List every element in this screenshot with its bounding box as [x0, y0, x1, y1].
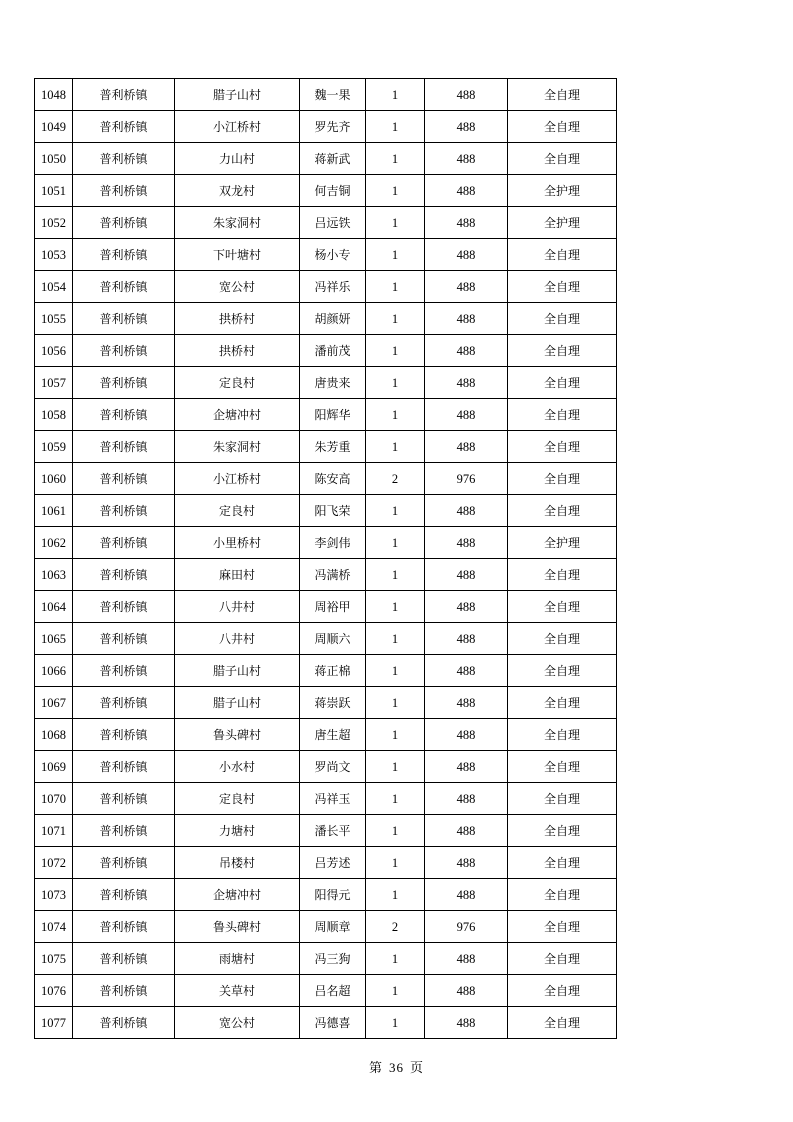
person-name-cell: 陈安高 — [300, 463, 366, 495]
roster-body — [35, 79, 617, 1039]
count-cell: 1 — [366, 591, 425, 623]
amount-cell: 488 — [425, 655, 508, 687]
table-row — [35, 303, 617, 335]
town-cell: 普利桥镇 — [73, 367, 175, 399]
care-type-cell: 全自理 — [508, 719, 617, 751]
care-type-cell: 全自理 — [508, 847, 617, 879]
village-cell: 小江桥村 — [175, 463, 300, 495]
person-name-cell: 阳得元 — [300, 879, 366, 911]
care-type-cell: 全护理 — [508, 207, 617, 239]
count-cell: 1 — [366, 751, 425, 783]
record-id-cell: 1071 — [35, 815, 73, 847]
record-id-cell: 1076 — [35, 975, 73, 1007]
amount-cell: 488 — [425, 591, 508, 623]
table-row — [35, 815, 617, 847]
care-type-cell: 全自理 — [508, 463, 617, 495]
record-id-cell: 1070 — [35, 783, 73, 815]
town-cell: 普利桥镇 — [73, 559, 175, 591]
village-cell: 小江桥村 — [175, 111, 300, 143]
person-name-cell: 朱芳重 — [300, 431, 366, 463]
record-id-cell: 1054 — [35, 271, 73, 303]
count-cell: 1 — [366, 495, 425, 527]
care-type-cell: 全自理 — [508, 815, 617, 847]
record-id-cell: 1057 — [35, 367, 73, 399]
page-footer-suffix: 页 — [410, 1061, 425, 1076]
care-type-cell: 全自理 — [508, 783, 617, 815]
person-name-cell: 冯满桥 — [300, 559, 366, 591]
care-type-cell: 全自理 — [508, 655, 617, 687]
town-cell: 普利桥镇 — [73, 623, 175, 655]
record-id-cell: 1064 — [35, 591, 73, 623]
amount-cell: 488 — [425, 143, 508, 175]
amount-cell: 488 — [425, 79, 508, 111]
record-id-cell: 1065 — [35, 623, 73, 655]
amount-cell: 488 — [425, 527, 508, 559]
town-cell: 普利桥镇 — [73, 943, 175, 975]
town-cell: 普利桥镇 — [73, 655, 175, 687]
amount-cell: 488 — [425, 847, 508, 879]
count-cell: 1 — [366, 623, 425, 655]
count-cell: 1 — [366, 943, 425, 975]
town-cell: 普利桥镇 — [73, 495, 175, 527]
person-name-cell: 冯祥乐 — [300, 271, 366, 303]
table-row — [35, 783, 617, 815]
count-cell: 1 — [366, 79, 425, 111]
count-cell: 1 — [366, 815, 425, 847]
record-id-cell: 1058 — [35, 399, 73, 431]
record-id-cell: 1050 — [35, 143, 73, 175]
count-cell: 1 — [366, 783, 425, 815]
care-type-cell: 全自理 — [508, 1007, 617, 1039]
count-cell: 1 — [366, 559, 425, 591]
amount-cell: 488 — [425, 623, 508, 655]
person-name-cell: 潘长平 — [300, 815, 366, 847]
person-name-cell: 周顺六 — [300, 623, 366, 655]
count-cell: 1 — [366, 847, 425, 879]
town-cell: 普利桥镇 — [73, 143, 175, 175]
record-id-cell: 1077 — [35, 1007, 73, 1039]
table-row — [35, 207, 617, 239]
care-type-cell: 全自理 — [508, 591, 617, 623]
town-cell: 普利桥镇 — [73, 463, 175, 495]
village-cell: 力山村 — [175, 143, 300, 175]
table-row — [35, 559, 617, 591]
table-row — [35, 527, 617, 559]
town-cell: 普利桥镇 — [73, 79, 175, 111]
amount-cell: 488 — [425, 879, 508, 911]
amount-cell: 488 — [425, 1007, 508, 1039]
person-name-cell: 何吉铜 — [300, 175, 366, 207]
record-id-cell: 1068 — [35, 719, 73, 751]
village-cell: 小水村 — [175, 751, 300, 783]
village-cell: 定良村 — [175, 783, 300, 815]
town-cell: 普利桥镇 — [73, 1007, 175, 1039]
person-name-cell: 周裕甲 — [300, 591, 366, 623]
amount-cell: 488 — [425, 367, 508, 399]
record-id-cell: 1053 — [35, 239, 73, 271]
table-row — [35, 591, 617, 623]
amount-cell: 488 — [425, 239, 508, 271]
town-cell: 普利桥镇 — [73, 111, 175, 143]
person-name-cell: 罗尚文 — [300, 751, 366, 783]
amount-cell: 488 — [425, 687, 508, 719]
amount-cell: 488 — [425, 751, 508, 783]
table-row — [35, 655, 617, 687]
record-id-cell: 1060 — [35, 463, 73, 495]
count-cell: 1 — [366, 879, 425, 911]
village-cell: 腊子山村 — [175, 687, 300, 719]
table-row — [35, 751, 617, 783]
record-id-cell: 1062 — [35, 527, 73, 559]
person-name-cell: 罗先齐 — [300, 111, 366, 143]
table-row — [35, 239, 617, 271]
person-name-cell: 阳飞荣 — [300, 495, 366, 527]
care-type-cell: 全护理 — [508, 527, 617, 559]
person-name-cell: 唐贵来 — [300, 367, 366, 399]
care-type-cell: 全自理 — [508, 431, 617, 463]
person-name-cell: 蒋崇跃 — [300, 687, 366, 719]
village-cell: 朱家洞村 — [175, 431, 300, 463]
record-id-cell: 1055 — [35, 303, 73, 335]
town-cell: 普利桥镇 — [73, 271, 175, 303]
amount-cell: 488 — [425, 271, 508, 303]
amount-cell: 488 — [425, 495, 508, 527]
table-row — [35, 911, 617, 943]
amount-cell: 488 — [425, 303, 508, 335]
village-cell: 拱桥村 — [175, 335, 300, 367]
record-id-cell: 1063 — [35, 559, 73, 591]
record-id-cell: 1074 — [35, 911, 73, 943]
count-cell: 1 — [366, 1007, 425, 1039]
care-type-cell: 全自理 — [508, 687, 617, 719]
care-type-cell: 全自理 — [508, 879, 617, 911]
record-id-cell: 1051 — [35, 175, 73, 207]
town-cell: 普利桥镇 — [73, 975, 175, 1007]
record-id-cell: 1048 — [35, 79, 73, 111]
care-type-cell: 全自理 — [508, 399, 617, 431]
care-type-cell: 全自理 — [508, 367, 617, 399]
village-cell: 力塘村 — [175, 815, 300, 847]
record-id-cell: 1059 — [35, 431, 73, 463]
amount-cell: 488 — [425, 943, 508, 975]
table-row — [35, 175, 617, 207]
village-cell: 腊子山村 — [175, 79, 300, 111]
town-cell: 普利桥镇 — [73, 687, 175, 719]
roster-table — [34, 78, 617, 1039]
care-type-cell: 全自理 — [508, 79, 617, 111]
table-row — [35, 463, 617, 495]
care-type-cell: 全自理 — [508, 751, 617, 783]
person-name-cell: 胡颜妍 — [300, 303, 366, 335]
village-cell: 定良村 — [175, 367, 300, 399]
table-row — [35, 623, 617, 655]
town-cell: 普利桥镇 — [73, 527, 175, 559]
village-cell: 八井村 — [175, 623, 300, 655]
town-cell: 普利桥镇 — [73, 783, 175, 815]
count-cell: 1 — [366, 687, 425, 719]
care-type-cell: 全自理 — [508, 943, 617, 975]
village-cell: 吊楼村 — [175, 847, 300, 879]
village-cell: 八井村 — [175, 591, 300, 623]
record-id-cell: 1066 — [35, 655, 73, 687]
count-cell: 1 — [366, 655, 425, 687]
town-cell: 普利桥镇 — [73, 303, 175, 335]
village-cell: 宽公村 — [175, 1007, 300, 1039]
person-name-cell: 蒋新武 — [300, 143, 366, 175]
person-name-cell: 冯三狗 — [300, 943, 366, 975]
town-cell: 普利桥镇 — [73, 591, 175, 623]
record-id-cell: 1073 — [35, 879, 73, 911]
table-row — [35, 111, 617, 143]
count-cell: 1 — [366, 271, 425, 303]
village-cell: 关草村 — [175, 975, 300, 1007]
count-cell: 1 — [366, 399, 425, 431]
record-id-cell: 1049 — [35, 111, 73, 143]
amount-cell: 488 — [425, 431, 508, 463]
count-cell: 1 — [366, 143, 425, 175]
village-cell: 麻田村 — [175, 559, 300, 591]
table-row — [35, 271, 617, 303]
amount-cell: 488 — [425, 975, 508, 1007]
village-cell: 小里桥村 — [175, 527, 300, 559]
record-id-cell: 1056 — [35, 335, 73, 367]
person-name-cell: 李剑伟 — [300, 527, 366, 559]
town-cell: 普利桥镇 — [73, 335, 175, 367]
village-cell: 鲁头碑村 — [175, 719, 300, 751]
town-cell: 普利桥镇 — [73, 399, 175, 431]
table-row — [35, 431, 617, 463]
count-cell: 1 — [366, 975, 425, 1007]
town-cell: 普利桥镇 — [73, 431, 175, 463]
amount-cell: 488 — [425, 207, 508, 239]
village-cell: 下叶塘村 — [175, 239, 300, 271]
person-name-cell: 周顺章 — [300, 911, 366, 943]
table-row — [35, 495, 617, 527]
count-cell: 1 — [366, 175, 425, 207]
person-name-cell: 杨小专 — [300, 239, 366, 271]
count-cell: 1 — [366, 335, 425, 367]
person-name-cell: 吕远铁 — [300, 207, 366, 239]
table-row — [35, 879, 617, 911]
town-cell: 普利桥镇 — [73, 911, 175, 943]
amount-cell: 976 — [425, 463, 508, 495]
care-type-cell: 全自理 — [508, 111, 617, 143]
village-cell: 企塘冲村 — [175, 399, 300, 431]
care-type-cell: 全自理 — [508, 975, 617, 1007]
table-row — [35, 143, 617, 175]
care-type-cell: 全自理 — [508, 239, 617, 271]
care-type-cell: 全自理 — [508, 911, 617, 943]
record-id-cell: 1067 — [35, 687, 73, 719]
person-name-cell: 唐生超 — [300, 719, 366, 751]
village-cell: 腊子山村 — [175, 655, 300, 687]
care-type-cell: 全自理 — [508, 271, 617, 303]
table-row — [35, 943, 617, 975]
record-id-cell: 1052 — [35, 207, 73, 239]
amount-cell: 488 — [425, 175, 508, 207]
page-number: 36 — [389, 1060, 404, 1075]
person-name-cell: 潘前茂 — [300, 335, 366, 367]
table-row — [35, 847, 617, 879]
count-cell: 1 — [366, 207, 425, 239]
village-cell: 拱桥村 — [175, 303, 300, 335]
record-id-cell: 1072 — [35, 847, 73, 879]
count-cell: 1 — [366, 431, 425, 463]
amount-cell: 488 — [425, 783, 508, 815]
village-cell: 朱家洞村 — [175, 207, 300, 239]
person-name-cell: 阳辉华 — [300, 399, 366, 431]
table-row — [35, 367, 617, 399]
person-name-cell: 冯祥玉 — [300, 783, 366, 815]
town-cell: 普利桥镇 — [73, 751, 175, 783]
town-cell: 普利桥镇 — [73, 815, 175, 847]
amount-cell: 488 — [425, 335, 508, 367]
care-type-cell: 全自理 — [508, 335, 617, 367]
town-cell: 普利桥镇 — [73, 719, 175, 751]
record-id-cell: 1069 — [35, 751, 73, 783]
care-type-cell: 全自理 — [508, 143, 617, 175]
page-footer — [0, 1057, 793, 1076]
table-row — [35, 79, 617, 111]
person-name-cell: 蒋正棉 — [300, 655, 366, 687]
count-cell: 1 — [366, 719, 425, 751]
person-name-cell: 吕芳述 — [300, 847, 366, 879]
village-cell: 定良村 — [175, 495, 300, 527]
town-cell: 普利桥镇 — [73, 879, 175, 911]
person-name-cell: 魏一果 — [300, 79, 366, 111]
amount-cell: 976 — [425, 911, 508, 943]
record-id-cell: 1075 — [35, 943, 73, 975]
village-cell: 雨塘村 — [175, 943, 300, 975]
care-type-cell: 全自理 — [508, 303, 617, 335]
amount-cell: 488 — [425, 559, 508, 591]
person-name-cell: 吕名超 — [300, 975, 366, 1007]
town-cell: 普利桥镇 — [73, 239, 175, 271]
person-name-cell: 冯德喜 — [300, 1007, 366, 1039]
table-row — [35, 335, 617, 367]
table-row — [35, 1007, 617, 1039]
table-row — [35, 687, 617, 719]
amount-cell: 488 — [425, 719, 508, 751]
count-cell: 1 — [366, 111, 425, 143]
count-cell: 1 — [366, 527, 425, 559]
amount-cell: 488 — [425, 399, 508, 431]
count-cell: 2 — [366, 463, 425, 495]
count-cell: 1 — [366, 303, 425, 335]
village-cell: 鲁头碑村 — [175, 911, 300, 943]
table-row — [35, 399, 617, 431]
amount-cell: 488 — [425, 111, 508, 143]
count-cell: 1 — [366, 239, 425, 271]
page-footer-prefix: 第 — [368, 1061, 383, 1076]
amount-cell: 488 — [425, 815, 508, 847]
care-type-cell: 全自理 — [508, 559, 617, 591]
table-row — [35, 975, 617, 1007]
table-row — [35, 719, 617, 751]
count-cell: 2 — [366, 911, 425, 943]
care-type-cell: 全护理 — [508, 175, 617, 207]
town-cell: 普利桥镇 — [73, 847, 175, 879]
town-cell: 普利桥镇 — [73, 207, 175, 239]
care-type-cell: 全自理 — [508, 623, 617, 655]
record-id-cell: 1061 — [35, 495, 73, 527]
village-cell: 宽公村 — [175, 271, 300, 303]
count-cell: 1 — [366, 367, 425, 399]
care-type-cell: 全自理 — [508, 495, 617, 527]
town-cell: 普利桥镇 — [73, 175, 175, 207]
village-cell: 双龙村 — [175, 175, 300, 207]
village-cell: 企塘冲村 — [175, 879, 300, 911]
